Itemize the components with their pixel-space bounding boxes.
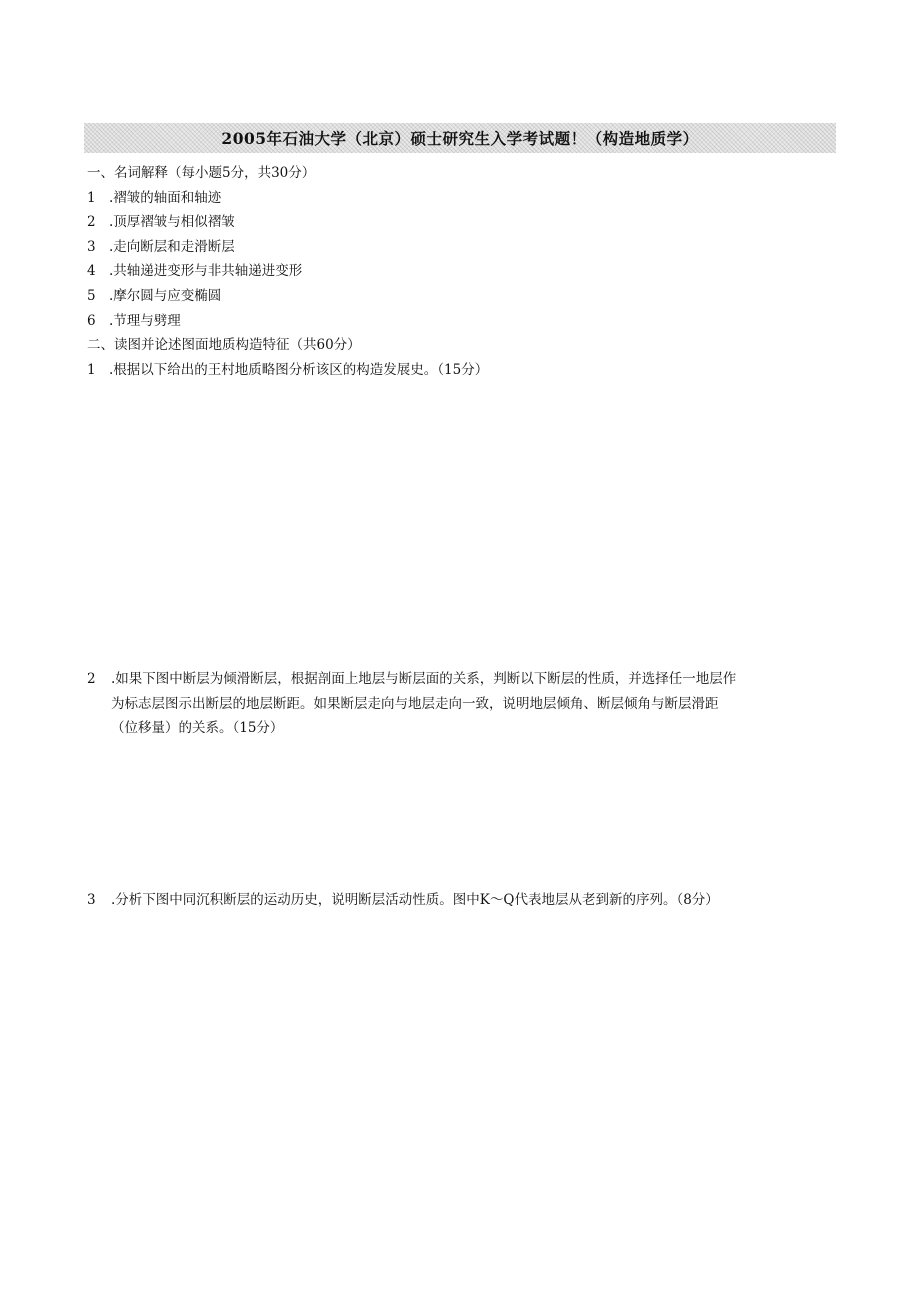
question-1 [87,361,488,379]
question-number: 1 [87,362,96,378]
term-item [87,262,302,280]
question-text-line-2: 为标志层图示出断层的地层断距。如果断层走向与地层走向一致，说明地层倾角、断层倾角与断层滑距 [111,695,719,712]
page-title: 2005年石油大学（北京）硕士研究生入学考试题！（构造地质学） [221,129,699,148]
question-text-line-1: .如果下图中断层为倾滑断层，根据剖面上地层与断层面的关系，判断以下断层的性质，并选择任一地层作 [111,671,737,687]
term-item-number: 1 [87,190,96,206]
term-item-number: 3 [87,239,96,255]
title-banner [84,123,836,153]
term-item-text: .褶皱的轴面和轴迹 [109,190,222,206]
question-2 [87,667,847,741]
question-number: 3 [87,892,96,908]
term-item-text: .走向断层和走滑断层 [109,239,235,255]
term-item-text: .摩尔圆与应变椭圆 [109,288,222,304]
term-item-text: .节理与劈理 [109,313,181,329]
section-1-heading: 一、名词解释（每小题5分，共30分） [87,165,316,181]
term-item-number: 4 [87,263,96,279]
question-text: .分析下图中同沉积断层的运动历史，说明断层活动性质。图中K～Q代表地层从老到新的序列。（8分） [111,892,719,908]
term-item [87,213,235,231]
question-text: .根据以下给出的王村地质略图分析该区的构造发展史。（15分） [109,362,489,378]
term-item-text: .顶厚褶皱与相似褶皱 [109,214,235,230]
term-item [87,312,181,330]
term-item [87,189,221,207]
term-item [87,238,235,256]
question-3 [87,891,719,909]
question-text-line-3: （位移量）的关系。（15分） [111,720,284,736]
section-2-heading: 二、读图并论述图面地质构造特征（共60分） [87,337,361,353]
question-number: 2 [87,671,96,687]
term-item [87,287,221,305]
term-item-number: 2 [87,214,96,230]
term-item-number: 6 [87,313,96,329]
term-item-text: .共轴递进变形与非共轴递进变形 [109,263,303,279]
term-item-number: 5 [87,288,96,304]
